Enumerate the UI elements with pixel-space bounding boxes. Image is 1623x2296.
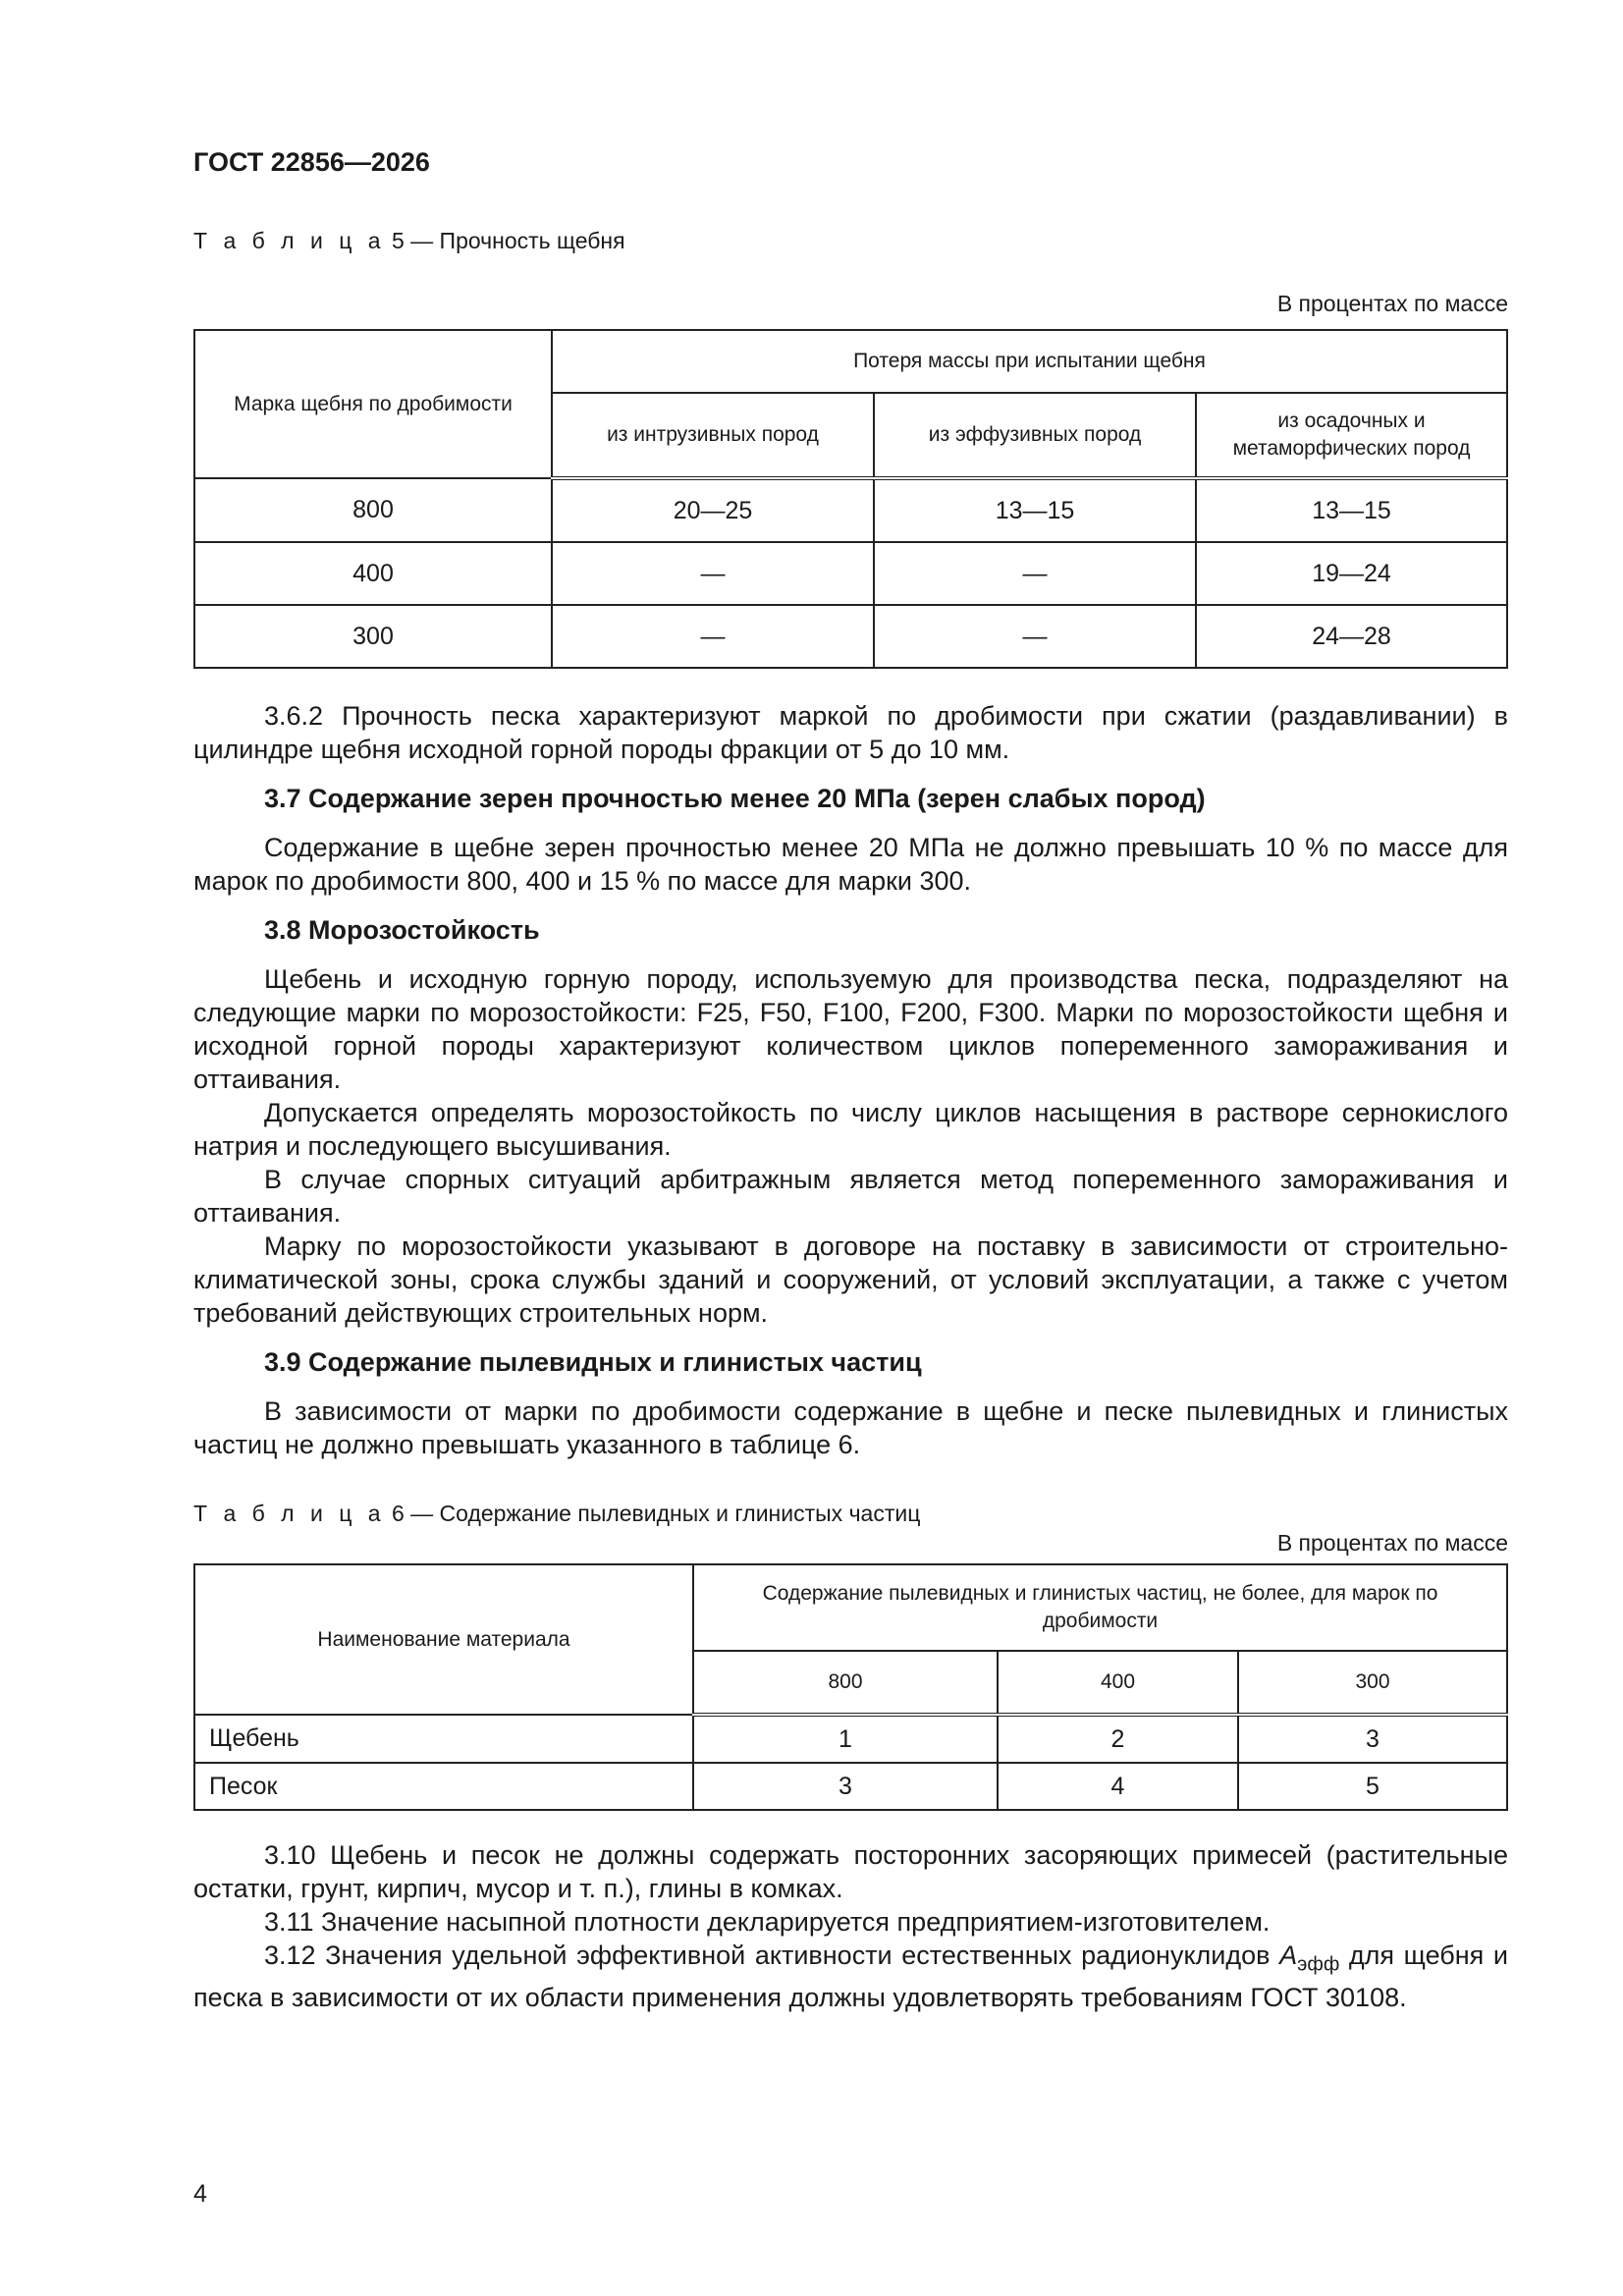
paragraph-3-8-b: Допускается определять морозостойкость по числу циклов насыщения в растворе сернокислого натрия и последующего высушивания.: [193, 1098, 1508, 1161]
paragraph-3-6-2: 3.6.2 Прочность песка характеризуют маркой по дробимости при сжатии (раздавливании) в цилиндре щебня исходной горной породы фракции от 5 до 10 мм.: [193, 701, 1508, 764]
table-row: [194, 1763, 1507, 1810]
paragraph-3-8-c: В случае спорных ситуаций арбитражным является метод попеременного замораживания и оттаивания.: [193, 1165, 1508, 1228]
table5-subheader: из интрузивных пород: [552, 393, 874, 478]
table5-cell: 300: [194, 605, 552, 668]
table5: [193, 329, 1508, 669]
page-number: 4: [193, 2180, 207, 2208]
paragraph-3-8-d: Марку по морозостойкости указывают в договоре на поставку в зависимости от строительно-климатической зоны, срока службы зданий и сооружений, от условий эксплуатации, а также с учетом требований действующих строительных норм.: [193, 1231, 1508, 1328]
table6-caption-title: 6 — Содержание пылевидных и глинистых частиц: [385, 1501, 921, 1526]
table5-cell: 19—24: [1196, 542, 1507, 605]
table6-cell: Песок: [194, 1763, 693, 1810]
table6-cell: 5: [1238, 1763, 1507, 1810]
table5-unit: В процентах по массе: [1276, 291, 1508, 316]
paragraph-3-12-end: для щебня и песка в зависимости от их области применения должны удовлетворять требованиям ГОСТ 30108.: [193, 1941, 1508, 2013]
table6: [193, 1563, 1508, 1811]
table5-cell: —: [874, 542, 1196, 605]
paragraph-3-11: 3.11 Значение насыпной плотности декларируется предприятием-изготовителем.: [264, 1907, 1271, 1937]
table6-cell: 3: [693, 1763, 998, 1810]
body-text-2: [193, 1838, 1508, 2014]
table-row: [194, 478, 1507, 542]
paragraph-3-10: 3.10 Щебень и песок не должны содержать посторонних засоряющих примесей (растительные остатки, грунт, кирпич, мусор и т. п.), глины в комках.: [193, 1840, 1508, 1903]
table6-cell: 1: [693, 1715, 998, 1763]
table5-caption-title: 5 — Прочность щебня: [385, 228, 625, 253]
table6-cell: 2: [998, 1715, 1238, 1763]
table5-caption: [193, 228, 625, 254]
activity-subscript: эфф: [1297, 1953, 1340, 1976]
table6-subheader: 300: [1238, 1651, 1507, 1715]
table5-header-grade: Марка щебня по дробимости: [194, 330, 552, 478]
table-row: [194, 605, 1507, 668]
paragraph-3-12: [193, 1939, 1508, 2014]
table5-cell: 13—15: [874, 478, 1196, 542]
table5-subheader: из эффузивных пород: [874, 393, 1196, 478]
table5-cell: —: [552, 605, 874, 668]
table-row: [194, 542, 1507, 605]
table6-caption: [193, 1501, 920, 1527]
table-row: [194, 1715, 1507, 1763]
section-heading-3-9: 3.9 Содержание пылевидных и глинистых частиц: [264, 1347, 922, 1377]
table5-cell: 400: [194, 542, 552, 605]
table5-cell: —: [552, 542, 874, 605]
section-heading-3-8: 3.8 Морозостойкость: [264, 915, 540, 945]
body-text-1: [193, 699, 1508, 1461]
table6-subheader: 800: [693, 1651, 998, 1715]
table6-unit: В процентах по массе: [1276, 1530, 1508, 1556]
activity-symbol: A: [1279, 1941, 1298, 1970]
table6-cell: Щебень: [194, 1715, 693, 1763]
table5-cell: 13—15: [1196, 478, 1507, 542]
table5-cell: 24—28: [1196, 605, 1507, 668]
table5-cell: —: [874, 605, 1196, 668]
table6-header-group: Содержание пылевидных и глинистых частиц, не более, для марок по дробимости: [693, 1564, 1507, 1651]
table5-cell: 20—25: [552, 478, 874, 542]
paragraph-3-9: В зависимости от марки по дробимости содержание в щебне и песке пылевидных и глинистых частиц не должно превышать указанного в таблице 6.: [193, 1396, 1508, 1459]
section-heading-3-7: 3.7 Содержание зерен прочностью менее 20 МПа (зерен слабых пород): [264, 784, 1206, 813]
table5-header-group: Потеря массы при испытании щебня: [552, 330, 1507, 393]
table5-caption-word: Т а б л и ц а: [193, 228, 386, 253]
table6-cell: 4: [998, 1763, 1238, 1810]
table5-subheader: из осадочных и метаморфических пород: [1196, 393, 1507, 478]
paragraph-3-8-a: Щебень и исходную горную породу, используемую для производства песка, подразделяют на следующие марки по морозостойкости: F25, F50, F100, F200, F300. Марки по морозостойкости щебня и исходной горной породы характеризуют количеством циклов попеременного замораживания и оттаивания.: [193, 964, 1508, 1094]
table5-cell: 800: [194, 478, 552, 542]
table6-caption-word: Т а б л и ц а: [193, 1501, 386, 1526]
paragraph-3-12-start: 3.12 Значения удельной эффективной активности естественных радионуклидов: [264, 1941, 1280, 1970]
table6-cell: 3: [1238, 1715, 1507, 1763]
table6-subheader: 400: [998, 1651, 1238, 1715]
paragraph-3-7: Содержание в щебне зерен прочностью менее 20 МПа не должно превышать 10 % по массе для марок по дробимости 800, 400 и 15 % по массе для марки 300.: [193, 833, 1508, 896]
table6-header-name: Наименование материала: [194, 1564, 693, 1715]
document-id: ГОСТ 22856—2026: [193, 147, 430, 177]
